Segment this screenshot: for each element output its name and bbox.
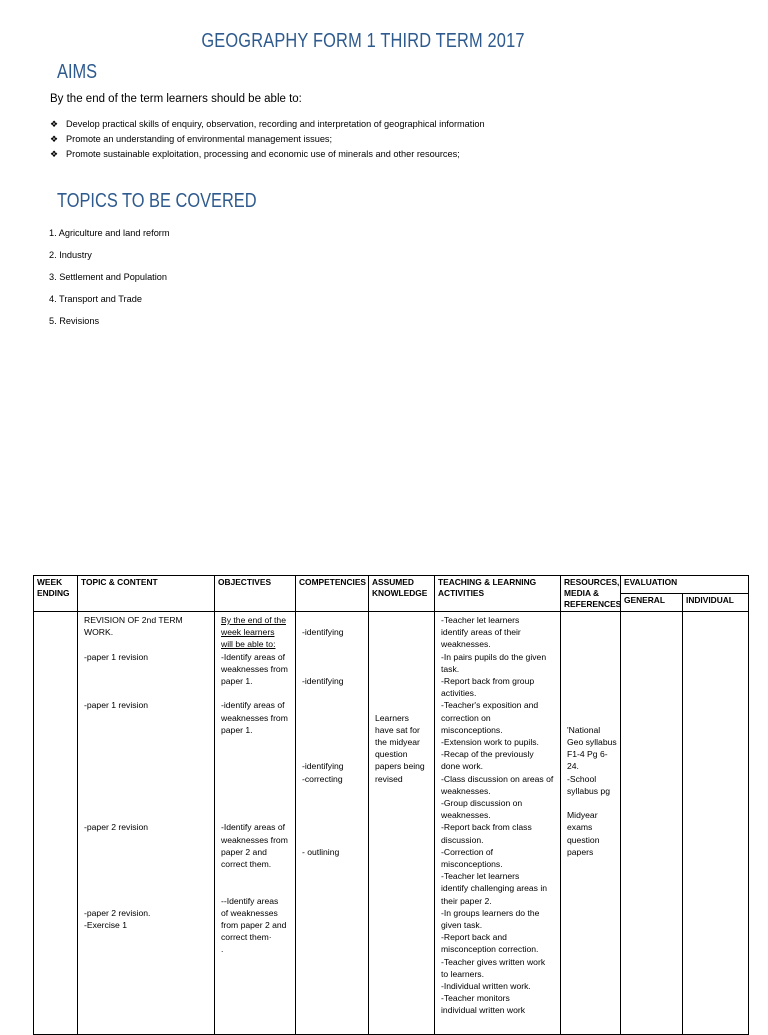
cell-line: -identify areas of xyxy=(221,700,285,711)
topic-item: 5. Revisions xyxy=(49,316,100,326)
cell-line: activities. xyxy=(441,688,477,699)
cell-line: paper 1. xyxy=(221,676,253,686)
cell-line: -paper 2 revision xyxy=(84,822,149,833)
aim-text: Develop practical skills of enquiry, observation, recording and interpretation of geographical information xyxy=(66,119,485,129)
cell-line: 24. xyxy=(567,761,579,772)
cell-line: have sat for xyxy=(375,724,420,735)
cell-line: REVISION OF 2nd TERM xyxy=(84,615,183,625)
diamond-bullet-icon: ❖ xyxy=(50,119,59,129)
cell-topic xyxy=(78,612,215,1035)
cell-line: -Identify areas of xyxy=(221,822,286,833)
cell-line: identify challenging areas in xyxy=(441,883,548,894)
scheme-table xyxy=(33,575,749,1035)
cell-objectives xyxy=(215,612,296,1035)
cell-line: correct them. xyxy=(221,859,272,869)
cell-line: -Class discussion on areas of xyxy=(441,773,554,784)
cell-line: exams xyxy=(567,822,593,833)
cell-line: from paper 2 and xyxy=(221,920,287,930)
cell-line: papers being xyxy=(375,761,425,772)
header-activities: TEACHING & LEARNING ACTIVITIES xyxy=(435,576,561,612)
cell-competencies xyxy=(296,612,369,1035)
aim-text: Promote an understanding of environmental management issues; xyxy=(66,134,333,144)
cell-line: revised xyxy=(375,773,403,784)
cell-line: -Recap of the previously xyxy=(441,749,534,760)
cell-line: - outlining xyxy=(302,846,340,857)
cell-line: -Teacher monitors xyxy=(441,993,510,1004)
cell-line: done work. xyxy=(441,761,484,772)
cell-line: -Teacher let learners xyxy=(441,615,520,625)
cell-line: -In groups learners do the xyxy=(441,907,540,918)
header-individual: INDIVIDUAL xyxy=(683,594,749,612)
cell-line: 'National xyxy=(567,724,601,735)
page-title: GEOGRAPHY FORM 1 THIRD TERM 2017 xyxy=(201,30,525,52)
aim-item xyxy=(50,117,485,132)
cell-line: -Report back from group xyxy=(441,676,535,686)
cell-line: -identifying xyxy=(302,627,344,638)
cell-line: -Teacher gives written work xyxy=(441,956,546,967)
topic-item: 4. Transport and Trade xyxy=(49,294,142,304)
cell-line: Midyear xyxy=(567,810,598,821)
header-competencies: COMPETENCIES xyxy=(296,576,369,612)
cell-line: -Identify areas of xyxy=(221,651,286,662)
cell-line: -Correction of xyxy=(441,846,494,857)
cell-line: -Group discussion on xyxy=(441,798,523,808)
cell-line: Geo syllabus xyxy=(567,737,617,747)
topics-list xyxy=(49,226,170,336)
cell-line: paper 2 and xyxy=(221,846,267,857)
cell-line: -Extension work to pupils. xyxy=(441,737,539,747)
topics-heading: TOPICS TO BE COVERED xyxy=(57,190,257,212)
cell-line: weaknesses. xyxy=(441,785,491,796)
cell-activities xyxy=(435,612,561,1035)
cell-line: question xyxy=(375,749,408,760)
cell-line: -paper 2 revision. xyxy=(84,907,151,918)
aim-item xyxy=(50,132,485,147)
header-objectives: OBJECTIVES xyxy=(215,576,296,612)
cell-line: of weaknesses xyxy=(221,907,278,918)
cell-line: week learners xyxy=(221,627,275,638)
cell-resources xyxy=(561,612,621,1035)
cell-week xyxy=(34,612,78,1035)
cell-line: syllabus pg xyxy=(567,785,610,796)
diamond-bullet-icon: ❖ xyxy=(50,149,59,159)
header-evaluation: EVALUATION xyxy=(621,576,749,594)
topic-item: 2. Industry xyxy=(49,250,92,260)
cell-line: misconception correction. xyxy=(441,944,539,955)
cell-line: identify areas of their xyxy=(441,627,521,638)
cell-line: weaknesses from xyxy=(221,834,288,845)
cell-line: WORK. xyxy=(84,627,114,638)
cell-line: -correcting xyxy=(302,773,343,784)
cell-line: individual written work xyxy=(441,1005,526,1016)
cell-line: weaknesses. xyxy=(441,639,491,650)
cell-line: -Teacher's exposition and xyxy=(441,700,539,711)
cell-line: to learners. xyxy=(441,968,484,979)
cell-general xyxy=(621,612,683,1035)
aims-heading: AIMS xyxy=(57,61,98,83)
aim-text: Promote sustainable exploitation, processing and economic use of minerals and other resources; xyxy=(66,149,460,159)
cell-line: -paper 1 revision xyxy=(84,700,149,711)
cell-line: By the end of the xyxy=(221,615,286,625)
cell-line: -Report back from class xyxy=(441,822,532,833)
cell-line: -Teacher let learners xyxy=(441,871,520,882)
cell-line: -Exercise 1 xyxy=(84,920,127,930)
cell-line: weaknesses from xyxy=(221,663,288,674)
aim-item xyxy=(50,147,485,162)
cell-line: misconceptions. xyxy=(441,724,503,735)
cell-line: discussion. xyxy=(441,834,484,845)
cell-line: -identifying xyxy=(302,761,344,772)
cell-line: given task. xyxy=(441,920,483,930)
cell-line: misconceptions. xyxy=(441,859,503,869)
cell-line: F1-4 Pg 6- xyxy=(567,749,608,760)
cell-line: Learners xyxy=(375,712,409,723)
cell-line: weaknesses from xyxy=(221,712,288,723)
header-general: GENERAL xyxy=(621,594,683,612)
cell-line: -Individual written work. xyxy=(441,981,531,991)
aims-intro: By the end of the term learners should be able to: xyxy=(50,93,302,105)
cell-line: -Report back and xyxy=(441,932,507,943)
topic-item: 3. Settlement and Population xyxy=(49,272,167,282)
cell-line: question xyxy=(567,834,600,845)
cell-line: -In pairs pupils do the given xyxy=(441,651,547,662)
cell-line: -identifying xyxy=(302,676,344,686)
header-resources: RESOURCES, MEDIA & REFERENCES xyxy=(561,576,621,612)
cell-line: correction on xyxy=(441,712,491,723)
cell-individual xyxy=(683,612,749,1035)
cell-line: paper 1. xyxy=(221,724,253,735)
header-topic: TOPIC & CONTENT xyxy=(78,576,215,612)
cell-line: the midyear xyxy=(375,737,420,747)
cell-line: correct them· xyxy=(221,932,272,943)
cell-line: . xyxy=(221,944,224,955)
cell-line: weaknesses. xyxy=(441,810,491,821)
cell-line: papers xyxy=(567,846,594,857)
cell-line: -School xyxy=(567,773,597,784)
cell-line: --Identify areas xyxy=(221,895,279,906)
topic-item: 1. Agriculture and land reform xyxy=(49,228,170,238)
cell-line: will be able to: xyxy=(221,639,276,650)
diamond-bullet-icon: ❖ xyxy=(50,134,59,144)
header-assumed: ASSUMED KNOWLEDGE xyxy=(369,576,435,612)
cell-line: task. xyxy=(441,663,460,674)
cell-line: their paper 2. xyxy=(441,895,492,906)
aims-list xyxy=(50,117,485,162)
cell-line: -paper 1 revision xyxy=(84,651,149,662)
cell-assumed xyxy=(369,612,435,1035)
header-week: WEEK ENDING xyxy=(34,576,78,612)
